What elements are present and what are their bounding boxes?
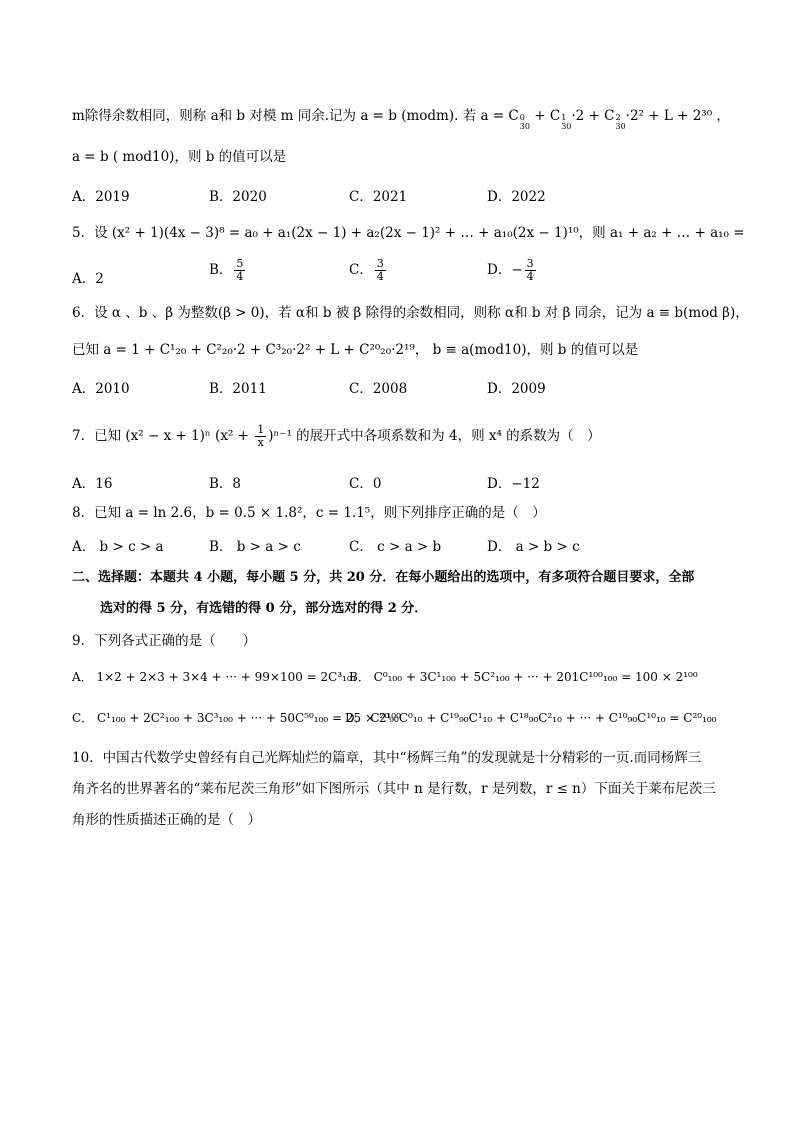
q6-option-b: B．2011 — [209, 381, 267, 397]
fraction-denominator: x — [257, 436, 264, 449]
q4-line1-pre: m除得余数相同，则称 a和 b 对模 m 同余.记为 a = b (mod — [72, 108, 437, 124]
q10-line3: 角形的性质描述正确的是（ ） — [72, 812, 261, 828]
q5-option-b — [209, 258, 247, 283]
q9-option-d: D． C²⁰₉₀C⁰₁₀ + C¹⁹₉₀C¹₁₀ + C¹⁸₉₀C²₁₀ + ··· + C¹⁰₉₀C¹⁰₁₀ = C²⁰₁₀₀ — [345, 711, 717, 725]
q7-stem-fraction — [255, 424, 266, 449]
q5-option-b-fraction — [234, 258, 245, 283]
combination-c30-0: 0 30 — [519, 113, 530, 131]
q7-stem — [72, 424, 601, 449]
q8-option-c: C． c > a > b — [349, 539, 442, 555]
fraction-numerator: 5 — [236, 257, 244, 270]
q8-option-a: A． b > c > a — [72, 539, 164, 555]
q5-option-c-label: C． — [349, 262, 373, 278]
q9-option-a: A． 1×2 + 2×3 + 3×4 + ··· + 99×100 = 2C³₁₀₁ — [72, 670, 357, 684]
section2-header-line1: 二、选择题：本题共 4 小题，每小题 5 分，共 20 分．在每小题给出的选项中，有多项符合题目要求，全部 — [72, 570, 695, 585]
q5-stem: 5．设 (x² + 1)(4x − 3)⁸ = a₀ + a₁(2x − 1) + a₂(2x − 1)² + … + a₁₀(2x − 1)¹⁰，则 a₁ + a₂ + … + a₁₀ = — [72, 225, 745, 241]
section2-header-line2: 选对的得 5 分，有选错的得 0 分，部分选对的得 2 分． — [100, 601, 428, 616]
fraction-denominator: 4 — [376, 270, 384, 283]
q9-option-c: C． C¹₁₀₀ + 2C²₁₀₀ + 3C³₁₀₀ + ··· + 50C⁵⁰₁₀₀ = 25 × 2¹⁰⁰ — [72, 711, 401, 725]
q7-stem-pre: 7．已知 (x² − x + 1)ⁿ (x² + — [72, 428, 254, 444]
q6-option-a: A．2010 — [72, 381, 130, 397]
q5-option-c — [349, 258, 388, 283]
q4-line1-tail: ·2 + C — [571, 108, 615, 124]
q9-option-b: B． C⁰₁₀₀ + 3C¹₁₀₀ + 5C²₁₀₀ + ··· + 201C¹⁰⁰₁₀₀ = 100 × 2¹⁰⁰ — [349, 670, 698, 684]
q5-option-d — [487, 258, 538, 283]
fraction-denominator: 4 — [526, 270, 534, 283]
q7-option-d: D．−12 — [487, 476, 540, 492]
q4-option-d: D．2022 — [487, 189, 546, 205]
q7-stem-post: )ⁿ⁻¹ 的展开式中各项系数和为 4，则 x⁴ 的系数为（ ） — [268, 428, 601, 444]
q4-line2: a = b ( mod10)，则 b 的值可以是 — [72, 149, 287, 165]
q6-option-d: D．2009 — [487, 381, 546, 397]
q4-line1-mid: m). 若 a = C — [436, 108, 519, 124]
q4-line1-end: ·2² + L + 2³⁰ ， — [625, 108, 730, 124]
q4-option-a: A．2019 — [72, 189, 130, 205]
q10-line1: 10．中国古代数学史曾经有自己光辉灿烂的篇章，其中“杨辉三角”的发现就是十分精彩的一页.而同杨辉三 — [72, 750, 702, 766]
q7-option-a: A．16 — [72, 476, 113, 492]
q6-line1: 6．设 α 、b 、β 为整数(β > 0)，若 α和 b 被 β 除得的余数相同，则称 α和 b 对 β 同余，记为 a ≡ b(mod β)， — [72, 305, 749, 321]
q9-stem: 9．下列各式正确的是（ ） — [72, 633, 257, 649]
combination-c30-2: 2 30 — [615, 113, 626, 131]
q8-option-b: B． b > a > c — [209, 539, 301, 555]
q5-option-c-fraction — [375, 258, 386, 283]
q5-option-b-label: B． — [209, 262, 233, 278]
fraction-numerator: 1 — [257, 423, 265, 436]
fraction-numerator: 3 — [526, 257, 534, 270]
q5-option-d-label: D．− — [487, 262, 523, 278]
q5-option-d-fraction — [525, 258, 536, 283]
fraction-denominator: 4 — [236, 270, 244, 283]
q6-option-c: C．2008 — [349, 381, 408, 397]
q5-option-a: A．2 — [72, 271, 104, 287]
q4-option-b: B．2020 — [209, 189, 267, 205]
q7-option-b: B．8 — [209, 476, 242, 492]
q4-line1: m除得余数相同，则称 a和 b 对模 m 同余.记为 a = b (modm). 若 a = C 0 30 + C 1 30 ·2 + C 2 30 ·2² + L + 2³⁰ ， — [72, 108, 730, 131]
q4-option-c: C．2021 — [349, 189, 408, 205]
fraction-numerator: 3 — [376, 257, 384, 270]
combination-c30-1: 1 30 — [561, 113, 572, 131]
q8-stem: 8．已知 a = ln 2.6，b = 0.5 × 1.8²，c = 1.1⁵，则下列排序正确的是（ ） — [72, 505, 546, 521]
q7-option-c: C．0 — [349, 476, 382, 492]
q8-option-d: D． a > b > c — [487, 539, 580, 555]
q6-line2: 已知 a = 1 + C¹₂₀ + C²₂₀·2 + C³₂₀·2² + L + C²⁰₂₀·2¹⁹， b ≡ a(mod10)，则 b 的值可以是 — [72, 342, 639, 358]
q10-line2: 角齐名的世界著名的“莱布尼茨三角形”如下图所示（其中 n 是行数，r 是列数，r ≤ n）下面关于莱布尼茨三 — [72, 781, 716, 797]
